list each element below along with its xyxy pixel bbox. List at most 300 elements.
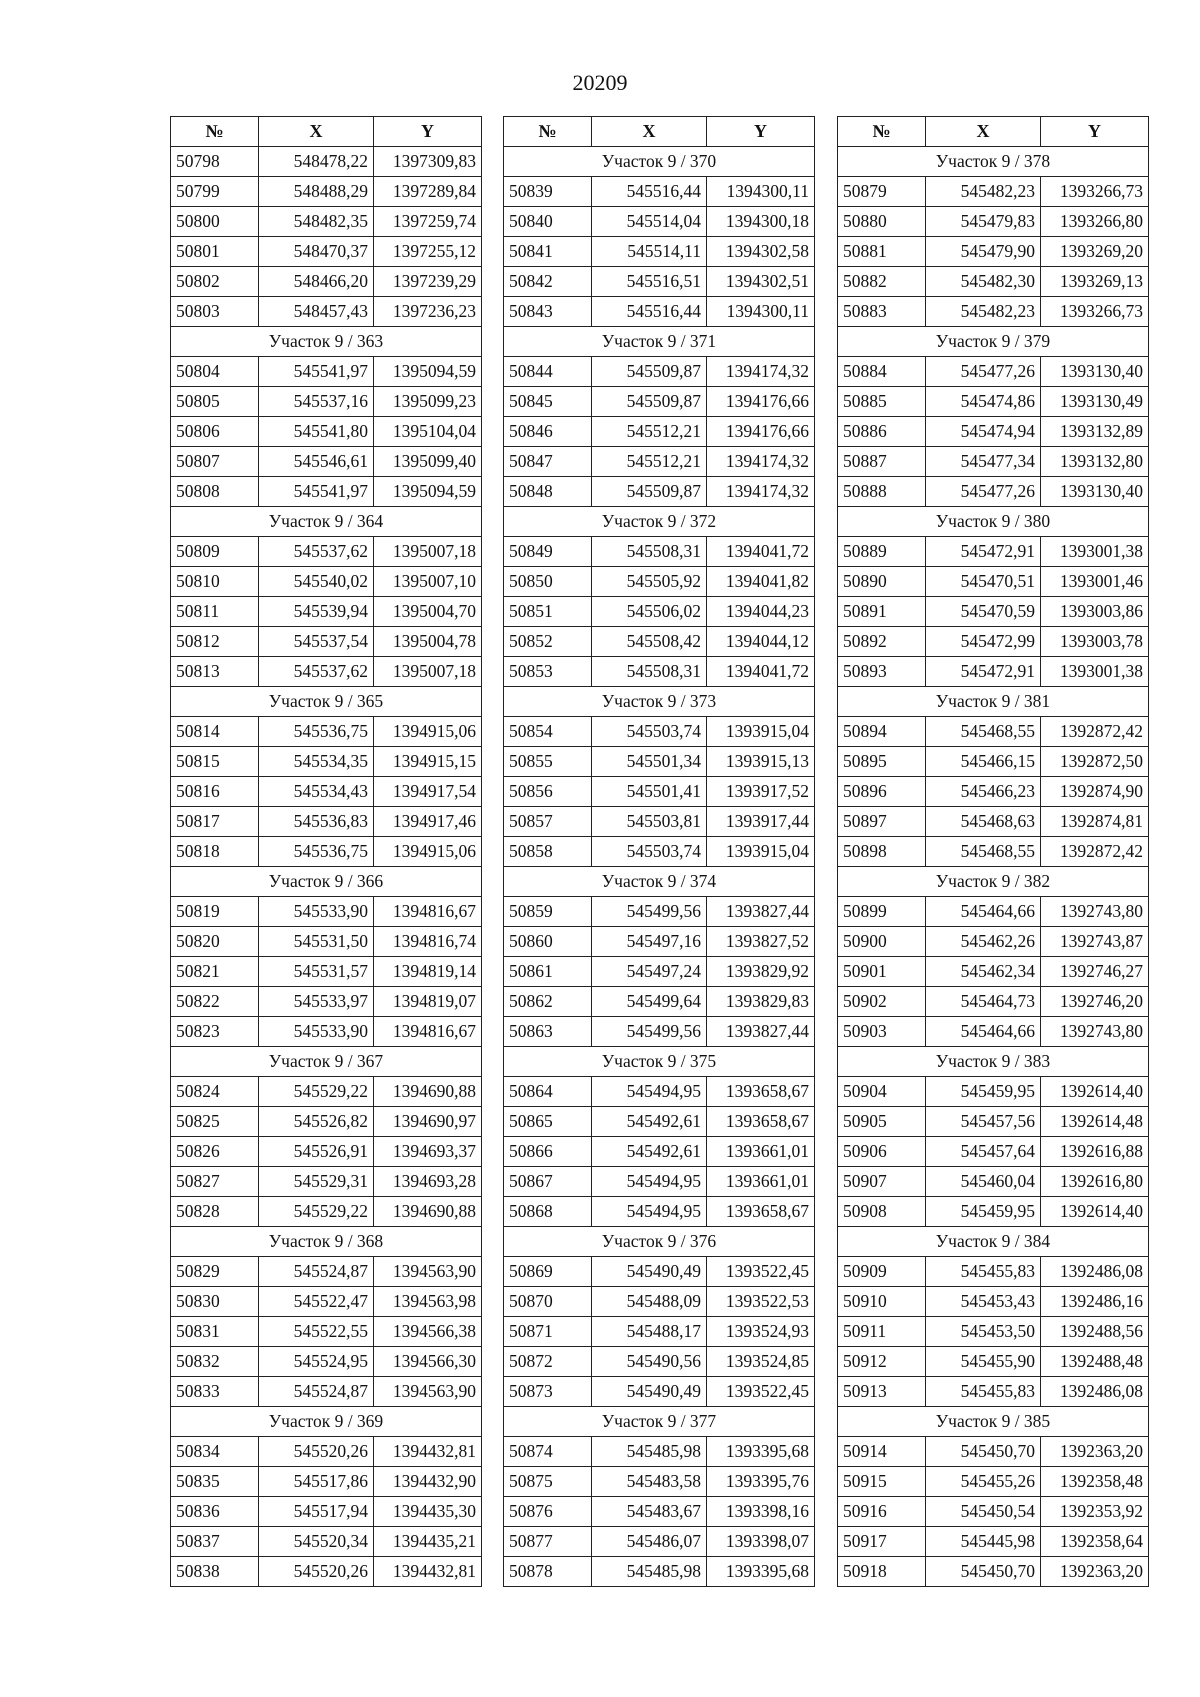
section-row xyxy=(171,1047,482,1077)
x-coordinate: 545499,56 xyxy=(592,897,707,927)
point-number: 50895 xyxy=(838,747,926,777)
table-row xyxy=(838,837,1149,867)
x-coordinate: 545537,16 xyxy=(259,387,374,417)
y-coordinate: 1394816,67 xyxy=(374,1017,482,1047)
point-number: 50889 xyxy=(838,537,926,567)
table-row xyxy=(171,1197,482,1227)
x-coordinate: 545466,23 xyxy=(926,777,1041,807)
y-coordinate: 1393827,44 xyxy=(707,1017,815,1047)
point-number: 50898 xyxy=(838,837,926,867)
header-x: X xyxy=(926,117,1041,147)
point-number: 50915 xyxy=(838,1467,926,1497)
point-number: 50815 xyxy=(171,747,259,777)
point-number: 50817 xyxy=(171,807,259,837)
table-row xyxy=(171,1317,482,1347)
y-coordinate: 1394563,90 xyxy=(374,1257,482,1287)
x-coordinate: 545501,41 xyxy=(592,777,707,807)
point-number: 50833 xyxy=(171,1377,259,1407)
table-row xyxy=(171,267,482,297)
x-coordinate: 545462,34 xyxy=(926,957,1041,987)
section-label: Участок 9 / 367 xyxy=(171,1047,482,1077)
y-coordinate: 1392358,48 xyxy=(1041,1467,1149,1497)
table-row xyxy=(838,777,1149,807)
y-coordinate: 1394432,90 xyxy=(374,1467,482,1497)
section-label: Участок 9 / 379 xyxy=(838,327,1149,357)
y-coordinate: 1394041,82 xyxy=(707,567,815,597)
point-number: 50917 xyxy=(838,1527,926,1557)
x-coordinate: 545508,31 xyxy=(592,657,707,687)
table-row xyxy=(171,477,482,507)
x-coordinate: 545482,23 xyxy=(926,297,1041,327)
y-coordinate: 1394816,74 xyxy=(374,927,482,957)
x-coordinate: 545479,83 xyxy=(926,207,1041,237)
x-coordinate: 545455,83 xyxy=(926,1377,1041,1407)
point-number: 50811 xyxy=(171,597,259,627)
y-coordinate: 1393522,53 xyxy=(707,1287,815,1317)
x-coordinate: 545468,55 xyxy=(926,837,1041,867)
point-number: 50881 xyxy=(838,237,926,267)
table-row xyxy=(504,1017,815,1047)
x-coordinate: 545490,49 xyxy=(592,1377,707,1407)
y-coordinate: 1393266,80 xyxy=(1041,207,1149,237)
point-number: 50845 xyxy=(504,387,592,417)
point-number: 50910 xyxy=(838,1287,926,1317)
table-row xyxy=(838,957,1149,987)
x-coordinate: 545536,75 xyxy=(259,717,374,747)
x-coordinate: 545453,43 xyxy=(926,1287,1041,1317)
y-coordinate: 1394915,06 xyxy=(374,837,482,867)
table-row xyxy=(838,177,1149,207)
x-coordinate: 545455,83 xyxy=(926,1257,1041,1287)
y-coordinate: 1392872,42 xyxy=(1041,717,1149,747)
point-number: 50892 xyxy=(838,627,926,657)
y-coordinate: 1392616,80 xyxy=(1041,1167,1149,1197)
point-number: 50884 xyxy=(838,357,926,387)
section-label: Участок 9 / 384 xyxy=(838,1227,1149,1257)
table-row xyxy=(838,387,1149,417)
point-number: 50825 xyxy=(171,1107,259,1137)
x-coordinate: 545524,87 xyxy=(259,1377,374,1407)
point-number: 50900 xyxy=(838,927,926,957)
y-coordinate: 1393917,52 xyxy=(707,777,815,807)
y-coordinate: 1392872,50 xyxy=(1041,747,1149,777)
table-row xyxy=(838,1257,1149,1287)
x-coordinate: 545494,95 xyxy=(592,1197,707,1227)
table-row xyxy=(171,927,482,957)
x-coordinate: 545537,62 xyxy=(259,537,374,567)
point-number: 50842 xyxy=(504,267,592,297)
point-number: 50897 xyxy=(838,807,926,837)
y-coordinate: 1397239,29 xyxy=(374,267,482,297)
x-coordinate: 545485,98 xyxy=(592,1437,707,1467)
y-coordinate: 1392614,40 xyxy=(1041,1077,1149,1107)
table-row xyxy=(504,537,815,567)
point-number: 50799 xyxy=(171,177,259,207)
section-row xyxy=(838,327,1149,357)
x-coordinate: 545508,31 xyxy=(592,537,707,567)
x-coordinate: 545477,34 xyxy=(926,447,1041,477)
y-coordinate: 1393524,85 xyxy=(707,1347,815,1377)
page-number: 20209 xyxy=(572,70,628,95)
point-number: 50904 xyxy=(838,1077,926,1107)
point-number: 50867 xyxy=(504,1167,592,1197)
table-row xyxy=(838,1287,1149,1317)
table-row xyxy=(171,747,482,777)
point-number: 50909 xyxy=(838,1257,926,1287)
x-coordinate: 548478,22 xyxy=(259,147,374,177)
y-coordinate: 1394819,07 xyxy=(374,987,482,1017)
section-row xyxy=(171,867,482,897)
section-row xyxy=(838,1047,1149,1077)
table-row xyxy=(838,207,1149,237)
table-row xyxy=(838,927,1149,957)
x-coordinate: 545483,58 xyxy=(592,1467,707,1497)
point-number: 50849 xyxy=(504,537,592,567)
y-coordinate: 1393915,04 xyxy=(707,837,815,867)
table-row xyxy=(838,477,1149,507)
x-coordinate: 545541,80 xyxy=(259,417,374,447)
section-row xyxy=(171,1227,482,1257)
y-coordinate: 1393915,13 xyxy=(707,747,815,777)
header-x: X xyxy=(592,117,707,147)
point-number: 50854 xyxy=(504,717,592,747)
point-number: 50850 xyxy=(504,567,592,597)
x-coordinate: 545526,91 xyxy=(259,1137,374,1167)
point-number: 50806 xyxy=(171,417,259,447)
point-number: 50830 xyxy=(171,1287,259,1317)
table-row xyxy=(171,1557,482,1587)
point-number: 50891 xyxy=(838,597,926,627)
y-coordinate: 1392488,56 xyxy=(1041,1317,1149,1347)
table-row xyxy=(838,627,1149,657)
point-number: 50807 xyxy=(171,447,259,477)
section-row xyxy=(171,327,482,357)
x-coordinate: 548488,29 xyxy=(259,177,374,207)
table-header xyxy=(171,117,482,147)
x-coordinate: 545494,95 xyxy=(592,1167,707,1197)
x-coordinate: 545541,97 xyxy=(259,477,374,507)
table-row xyxy=(838,597,1149,627)
table-row xyxy=(838,717,1149,747)
x-coordinate: 545516,44 xyxy=(592,297,707,327)
point-number: 50801 xyxy=(171,237,259,267)
x-coordinate: 545483,67 xyxy=(592,1497,707,1527)
section-label: Участок 9 / 382 xyxy=(838,867,1149,897)
table-row xyxy=(171,657,482,687)
table-row xyxy=(838,447,1149,477)
x-coordinate: 545531,50 xyxy=(259,927,374,957)
table-row xyxy=(838,1077,1149,1107)
x-coordinate: 545522,47 xyxy=(259,1287,374,1317)
section-label: Участок 9 / 385 xyxy=(838,1407,1149,1437)
x-coordinate: 545488,17 xyxy=(592,1317,707,1347)
table-row xyxy=(504,417,815,447)
point-number: 50908 xyxy=(838,1197,926,1227)
x-coordinate: 545534,43 xyxy=(259,777,374,807)
x-coordinate: 545464,66 xyxy=(926,897,1041,927)
x-coordinate: 545520,34 xyxy=(259,1527,374,1557)
point-number: 50838 xyxy=(171,1557,259,1587)
point-number: 50829 xyxy=(171,1257,259,1287)
table-row xyxy=(504,657,815,687)
y-coordinate: 1393001,38 xyxy=(1041,657,1149,687)
x-coordinate: 545522,55 xyxy=(259,1317,374,1347)
section-row xyxy=(838,687,1149,717)
x-coordinate: 545490,49 xyxy=(592,1257,707,1287)
table-row xyxy=(171,1137,482,1167)
point-number: 50886 xyxy=(838,417,926,447)
y-coordinate: 1397259,74 xyxy=(374,207,482,237)
point-number: 50846 xyxy=(504,417,592,447)
x-coordinate: 545539,94 xyxy=(259,597,374,627)
y-coordinate: 1393395,76 xyxy=(707,1467,815,1497)
point-number: 50836 xyxy=(171,1497,259,1527)
section-row xyxy=(838,867,1149,897)
table-row xyxy=(171,807,482,837)
coordinate-table-2 xyxy=(503,116,815,1587)
point-number: 50839 xyxy=(504,177,592,207)
x-coordinate: 545492,61 xyxy=(592,1107,707,1137)
table-row xyxy=(838,1167,1149,1197)
point-number: 50859 xyxy=(504,897,592,927)
section-label: Участок 9 / 369 xyxy=(171,1407,482,1437)
table-row xyxy=(504,357,815,387)
point-number: 50877 xyxy=(504,1527,592,1557)
x-coordinate: 545450,54 xyxy=(926,1497,1041,1527)
point-number: 50894 xyxy=(838,717,926,747)
table-row xyxy=(171,357,482,387)
x-coordinate: 545459,95 xyxy=(926,1077,1041,1107)
y-coordinate: 1394174,32 xyxy=(707,357,815,387)
header-x: X xyxy=(259,117,374,147)
table-row xyxy=(504,567,815,597)
table-row xyxy=(838,267,1149,297)
table-row xyxy=(171,1167,482,1197)
x-coordinate: 545541,97 xyxy=(259,357,374,387)
point-number: 50857 xyxy=(504,807,592,837)
y-coordinate: 1392743,80 xyxy=(1041,897,1149,927)
table-row xyxy=(171,1347,482,1377)
section-row xyxy=(171,687,482,717)
point-number: 50905 xyxy=(838,1107,926,1137)
y-coordinate: 1394176,66 xyxy=(707,387,815,417)
point-number: 50871 xyxy=(504,1317,592,1347)
y-coordinate: 1394690,97 xyxy=(374,1107,482,1137)
y-coordinate: 1394432,81 xyxy=(374,1557,482,1587)
x-coordinate: 545524,87 xyxy=(259,1257,374,1287)
y-coordinate: 1393269,13 xyxy=(1041,267,1149,297)
section-label: Участок 9 / 368 xyxy=(171,1227,482,1257)
x-coordinate: 545509,87 xyxy=(592,357,707,387)
table-row xyxy=(838,357,1149,387)
x-coordinate: 545474,94 xyxy=(926,417,1041,447)
y-coordinate: 1392488,48 xyxy=(1041,1347,1149,1377)
section-label: Участок 9 / 376 xyxy=(504,1227,815,1257)
point-number: 50883 xyxy=(838,297,926,327)
x-coordinate: 545524,95 xyxy=(259,1347,374,1377)
point-number: 50800 xyxy=(171,207,259,237)
x-coordinate: 545512,21 xyxy=(592,447,707,477)
x-coordinate: 545505,92 xyxy=(592,567,707,597)
y-coordinate: 1393829,83 xyxy=(707,987,815,1017)
y-coordinate: 1393661,01 xyxy=(707,1137,815,1167)
y-coordinate: 1392614,48 xyxy=(1041,1107,1149,1137)
section-row xyxy=(504,147,815,177)
x-coordinate: 545537,54 xyxy=(259,627,374,657)
table-row xyxy=(504,747,815,777)
y-coordinate: 1393266,73 xyxy=(1041,297,1149,327)
point-number: 50873 xyxy=(504,1377,592,1407)
point-number: 50813 xyxy=(171,657,259,687)
y-coordinate: 1392486,08 xyxy=(1041,1257,1149,1287)
header-number: № xyxy=(838,117,926,147)
y-coordinate: 1394174,32 xyxy=(707,477,815,507)
y-coordinate: 1393001,38 xyxy=(1041,537,1149,567)
x-coordinate: 545533,90 xyxy=(259,1017,374,1047)
table-row xyxy=(171,537,482,567)
y-coordinate: 1393827,52 xyxy=(707,927,815,957)
table-row xyxy=(838,657,1149,687)
section-row xyxy=(171,1407,482,1437)
point-number: 50819 xyxy=(171,897,259,927)
table-row xyxy=(838,537,1149,567)
y-coordinate: 1393003,78 xyxy=(1041,627,1149,657)
y-coordinate: 1393130,40 xyxy=(1041,477,1149,507)
point-number: 50862 xyxy=(504,987,592,1017)
table-row xyxy=(171,1527,482,1557)
y-coordinate: 1392616,88 xyxy=(1041,1137,1149,1167)
x-coordinate: 545526,82 xyxy=(259,1107,374,1137)
table-row xyxy=(838,1197,1149,1227)
y-coordinate: 1392743,80 xyxy=(1041,1017,1149,1047)
table-row xyxy=(504,1317,815,1347)
y-coordinate: 1392746,20 xyxy=(1041,987,1149,1017)
table-row xyxy=(171,837,482,867)
table-row xyxy=(171,1077,482,1107)
coordinate-table-3 xyxy=(837,116,1149,1587)
table-row xyxy=(504,1557,815,1587)
x-coordinate: 545470,59 xyxy=(926,597,1041,627)
section-label: Участок 9 / 378 xyxy=(838,147,1149,177)
y-coordinate: 1394432,81 xyxy=(374,1437,482,1467)
x-coordinate: 545459,95 xyxy=(926,1197,1041,1227)
table-row xyxy=(171,957,482,987)
section-label: Участок 9 / 377 xyxy=(504,1407,815,1437)
header-y: Y xyxy=(707,117,815,147)
y-coordinate: 1397289,84 xyxy=(374,177,482,207)
x-coordinate: 548470,37 xyxy=(259,237,374,267)
point-number: 50834 xyxy=(171,1437,259,1467)
section-label: Участок 9 / 370 xyxy=(504,147,815,177)
table-row xyxy=(504,927,815,957)
point-number: 50832 xyxy=(171,1347,259,1377)
header-number: № xyxy=(504,117,592,147)
x-coordinate: 545517,86 xyxy=(259,1467,374,1497)
y-coordinate: 1397236,23 xyxy=(374,297,482,327)
table-row xyxy=(504,627,815,657)
point-number: 50914 xyxy=(838,1437,926,1467)
point-number: 50852 xyxy=(504,627,592,657)
x-coordinate: 545536,83 xyxy=(259,807,374,837)
point-number: 50848 xyxy=(504,477,592,507)
section-label: Участок 9 / 375 xyxy=(504,1047,815,1077)
point-number: 50843 xyxy=(504,297,592,327)
y-coordinate: 1393829,92 xyxy=(707,957,815,987)
point-number: 50802 xyxy=(171,267,259,297)
table-row xyxy=(504,387,815,417)
point-number: 50858 xyxy=(504,837,592,867)
table-row xyxy=(838,297,1149,327)
section-row xyxy=(504,327,815,357)
point-number: 50893 xyxy=(838,657,926,687)
x-coordinate: 545497,24 xyxy=(592,957,707,987)
x-coordinate: 545450,70 xyxy=(926,1557,1041,1587)
y-coordinate: 1394302,51 xyxy=(707,267,815,297)
point-number: 50820 xyxy=(171,927,259,957)
point-number: 50840 xyxy=(504,207,592,237)
point-number: 50818 xyxy=(171,837,259,867)
x-coordinate: 545492,61 xyxy=(592,1137,707,1167)
point-number: 50876 xyxy=(504,1497,592,1527)
x-coordinate: 545468,63 xyxy=(926,807,1041,837)
x-coordinate: 545455,26 xyxy=(926,1467,1041,1497)
y-coordinate: 1393395,68 xyxy=(707,1557,815,1587)
section-label: Участок 9 / 363 xyxy=(171,327,482,357)
x-coordinate: 545497,16 xyxy=(592,927,707,957)
table-row xyxy=(838,417,1149,447)
table-row xyxy=(504,1107,815,1137)
point-number: 50853 xyxy=(504,657,592,687)
table-row xyxy=(838,1107,1149,1137)
table-row xyxy=(838,747,1149,777)
table-row xyxy=(838,1137,1149,1167)
y-coordinate: 1397255,12 xyxy=(374,237,482,267)
y-coordinate: 1394690,88 xyxy=(374,1077,482,1107)
y-coordinate: 1392363,20 xyxy=(1041,1437,1149,1467)
table-row xyxy=(504,1137,815,1167)
x-coordinate: 545457,64 xyxy=(926,1137,1041,1167)
x-coordinate: 545462,26 xyxy=(926,927,1041,957)
table-row xyxy=(838,1317,1149,1347)
x-coordinate: 545529,22 xyxy=(259,1077,374,1107)
table-row xyxy=(171,297,482,327)
table-row xyxy=(171,147,482,177)
point-number: 50841 xyxy=(504,237,592,267)
y-coordinate: 1392358,64 xyxy=(1041,1527,1149,1557)
table-row xyxy=(504,1167,815,1197)
x-coordinate: 545464,73 xyxy=(926,987,1041,1017)
y-coordinate: 1393522,45 xyxy=(707,1377,815,1407)
x-coordinate: 545516,51 xyxy=(592,267,707,297)
section-row xyxy=(504,1407,815,1437)
point-number: 50827 xyxy=(171,1167,259,1197)
y-coordinate: 1393522,45 xyxy=(707,1257,815,1287)
table-row xyxy=(504,837,815,867)
y-coordinate: 1395007,18 xyxy=(374,657,482,687)
table-row xyxy=(838,807,1149,837)
table-row xyxy=(504,807,815,837)
y-coordinate: 1393827,44 xyxy=(707,897,815,927)
point-number: 50874 xyxy=(504,1437,592,1467)
point-number: 50810 xyxy=(171,567,259,597)
y-coordinate: 1392363,20 xyxy=(1041,1557,1149,1587)
table-row xyxy=(504,267,815,297)
y-coordinate: 1392746,27 xyxy=(1041,957,1149,987)
x-coordinate: 545514,11 xyxy=(592,237,707,267)
y-coordinate: 1394176,66 xyxy=(707,417,815,447)
y-coordinate: 1393266,73 xyxy=(1041,177,1149,207)
point-number: 50824 xyxy=(171,1077,259,1107)
